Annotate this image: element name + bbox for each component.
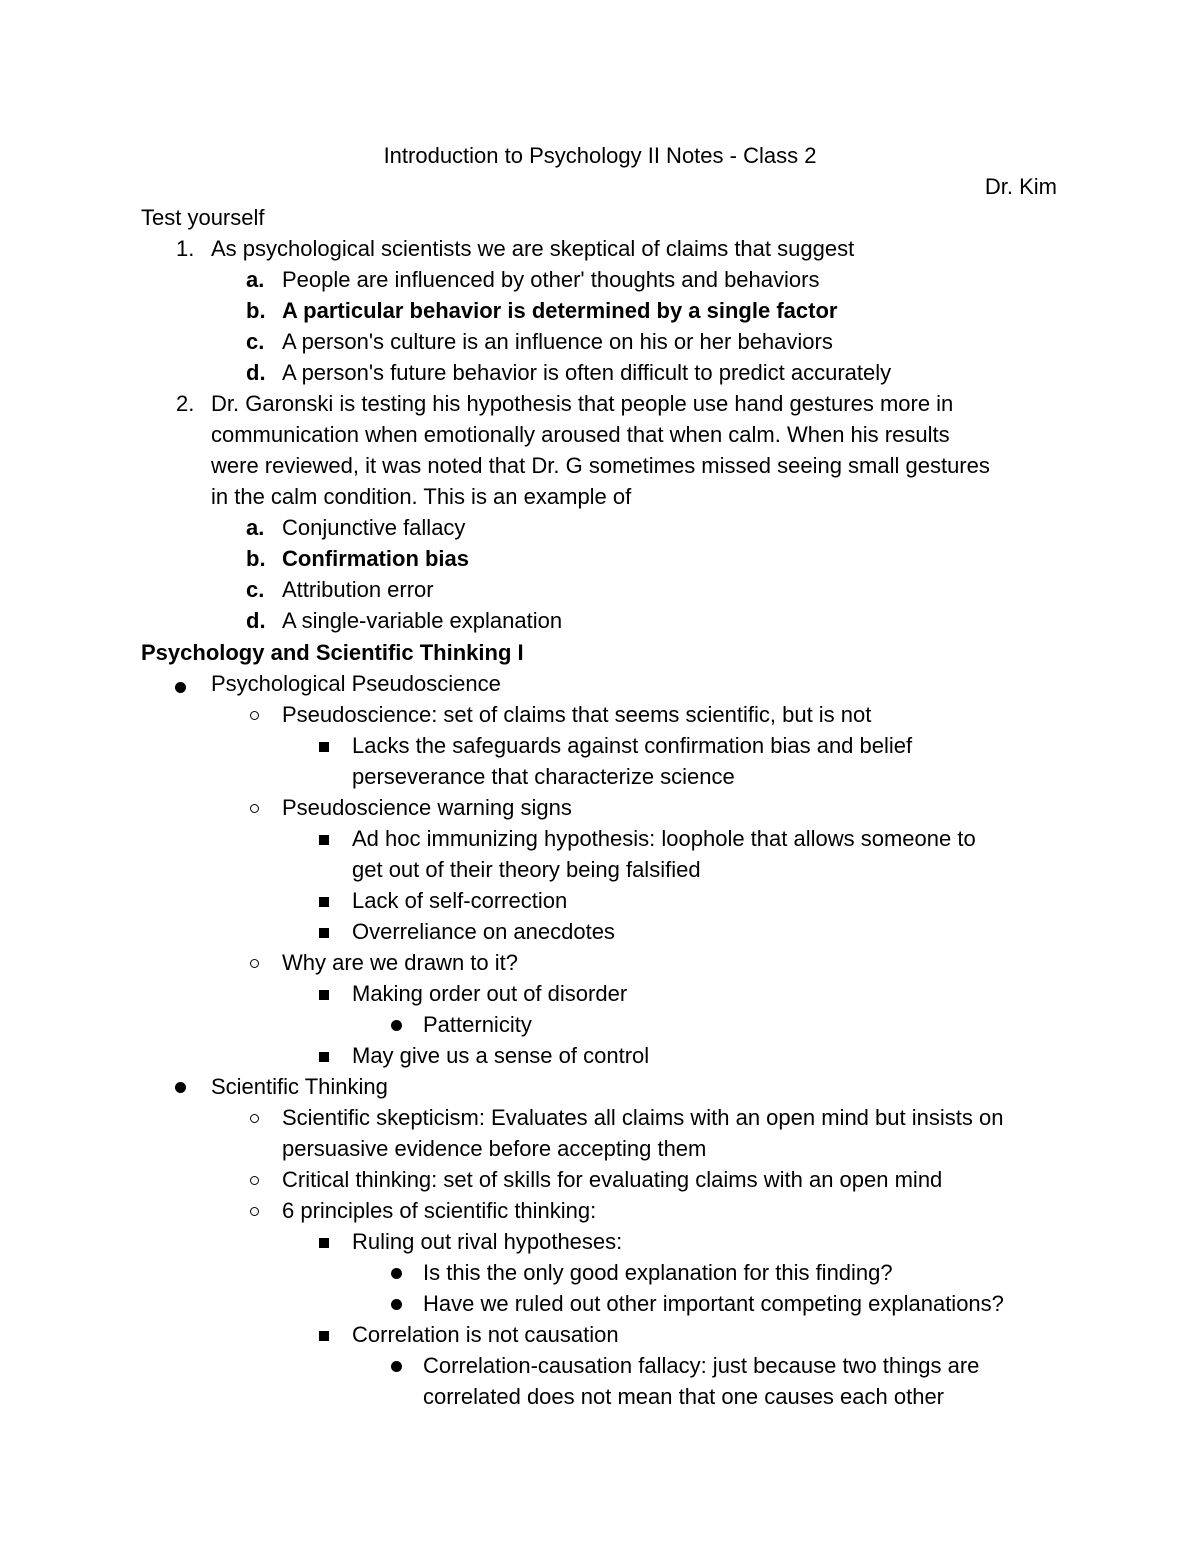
pseudoscience-definition: Pseudoscience: set of claims that seems scientific, but is not (282, 702, 872, 727)
q2-text-line: communication when emotionally aroused that when calm. When his results (211, 422, 950, 447)
q1-option-c-text: A person's culture is an influence on his or her behaviors (282, 329, 833, 354)
q1-option-b-answer: A particular behavior is determined by a single factor (282, 298, 838, 323)
principles-title: 6 principles of scientific thinking: (282, 1198, 597, 1223)
bullet-dot-icon (175, 682, 186, 693)
pseudoscience-lacks-line: perseverance that characterize science (352, 764, 735, 789)
q1-option-d-letter: d. (246, 360, 266, 385)
adhoc-line: get out of their theory being falsified (352, 857, 701, 882)
bullet-square-icon (319, 897, 329, 907)
bullet-circle-icon (250, 1114, 259, 1123)
patternicity-item: Patternicity (423, 1012, 532, 1037)
bullet-dot-icon (391, 1020, 402, 1031)
self-correction-item: Lack of self-correction (352, 888, 568, 913)
q2-text-line: in the calm condition. This is an example of (211, 484, 632, 509)
anecdotes-item: Overreliance on anecdotes (352, 919, 615, 944)
bullet-square-icon (319, 1052, 329, 1062)
q2-option-b-letter: b. (246, 546, 266, 571)
pseudoscience-lacks-line: Lacks the safeguards against confirmation bias and belief (352, 733, 913, 758)
q1-option-a-text: People are influenced by other' thoughts and behaviors (282, 267, 820, 292)
q2-option-b-answer: Confirmation bias (282, 546, 470, 571)
fallacy-line: correlated does not mean that one causes each other (423, 1384, 945, 1409)
bullet-dot-icon (391, 1361, 402, 1372)
bullet-square-icon (319, 835, 329, 845)
order-item: Making order out of disorder (352, 981, 628, 1006)
control-item: May give us a sense of control (352, 1043, 650, 1068)
q2-text-line: were reviewed, it was noted that Dr. G sometimes missed seeing small gestures (211, 453, 990, 478)
critical-thinking-item: Critical thinking: set of skills for evaluating claims with an open mind (282, 1167, 943, 1192)
skepticism-line: Scientific skepticism: Evaluates all claims with an open mind but insists on (282, 1105, 1004, 1130)
author-name: Dr. Kim (984, 174, 1057, 199)
correlation-item: Correlation is not causation (352, 1322, 619, 1347)
rival-question: Have we ruled out other important competing explanations? (423, 1291, 1004, 1316)
q1-option-a-letter: a. (246, 267, 265, 292)
q1-option-c-letter: c. (246, 329, 265, 354)
bullet-circle-icon (250, 1207, 259, 1216)
bullet-circle-icon (250, 804, 259, 813)
scientific-thinking-topic: Scientific Thinking (211, 1074, 388, 1099)
q2-option-a-text: Conjunctive fallacy (282, 515, 466, 540)
bullet-square-icon (319, 742, 329, 752)
q1-option-b-letter: b. (246, 298, 266, 323)
pseudoscience-topic: Psychological Pseudoscience (211, 671, 501, 696)
bullet-dot-icon (391, 1299, 402, 1310)
bullet-dot-icon (391, 1268, 402, 1279)
test-yourself-heading: Test yourself (141, 205, 265, 230)
document-title: Introduction to Psychology II Notes - Class 2 (383, 143, 817, 168)
bullet-square-icon (319, 928, 329, 938)
rival-hypotheses-item: Ruling out rival hypotheses: (352, 1229, 623, 1254)
warning-signs-title: Pseudoscience warning signs (282, 795, 572, 820)
bullet-square-icon (319, 1238, 329, 1248)
q1-number: 1. (176, 236, 195, 261)
q2-option-c-text: Attribution error (282, 577, 434, 602)
q1-option-d-text: A person's future behavior is often difficult to predict accurately (282, 360, 892, 385)
q2-number: 2. (176, 391, 195, 416)
q2-option-a-letter: a. (246, 515, 265, 540)
bullet-circle-icon (250, 711, 259, 720)
q1-text: As psychological scientists we are skeptical of claims that suggest (211, 236, 855, 261)
fallacy-line: Correlation-causation fallacy: just because two things are (423, 1353, 980, 1378)
adhoc-line: Ad hoc immunizing hypothesis: loophole that allows someone to (352, 826, 976, 851)
q2-option-d-letter: d. (246, 608, 266, 633)
q2-option-c-letter: c. (246, 577, 265, 602)
bullet-circle-icon (250, 1176, 259, 1185)
q2-option-d-text: A single-variable explanation (282, 608, 563, 633)
bullet-square-icon (319, 990, 329, 1000)
q2-text-line: Dr. Garonski is testing his hypothesis that people use hand gestures more in (211, 391, 954, 416)
rival-question: Is this the only good explanation for this finding? (423, 1260, 893, 1285)
why-drawn-title: Why are we drawn to it? (282, 950, 518, 975)
bullet-dot-icon (175, 1082, 186, 1093)
bullet-circle-icon (250, 959, 259, 968)
skepticism-line: persuasive evidence before accepting them (282, 1136, 707, 1161)
section-heading: Psychology and Scientific Thinking I (141, 640, 524, 665)
bullet-square-icon (319, 1331, 329, 1341)
